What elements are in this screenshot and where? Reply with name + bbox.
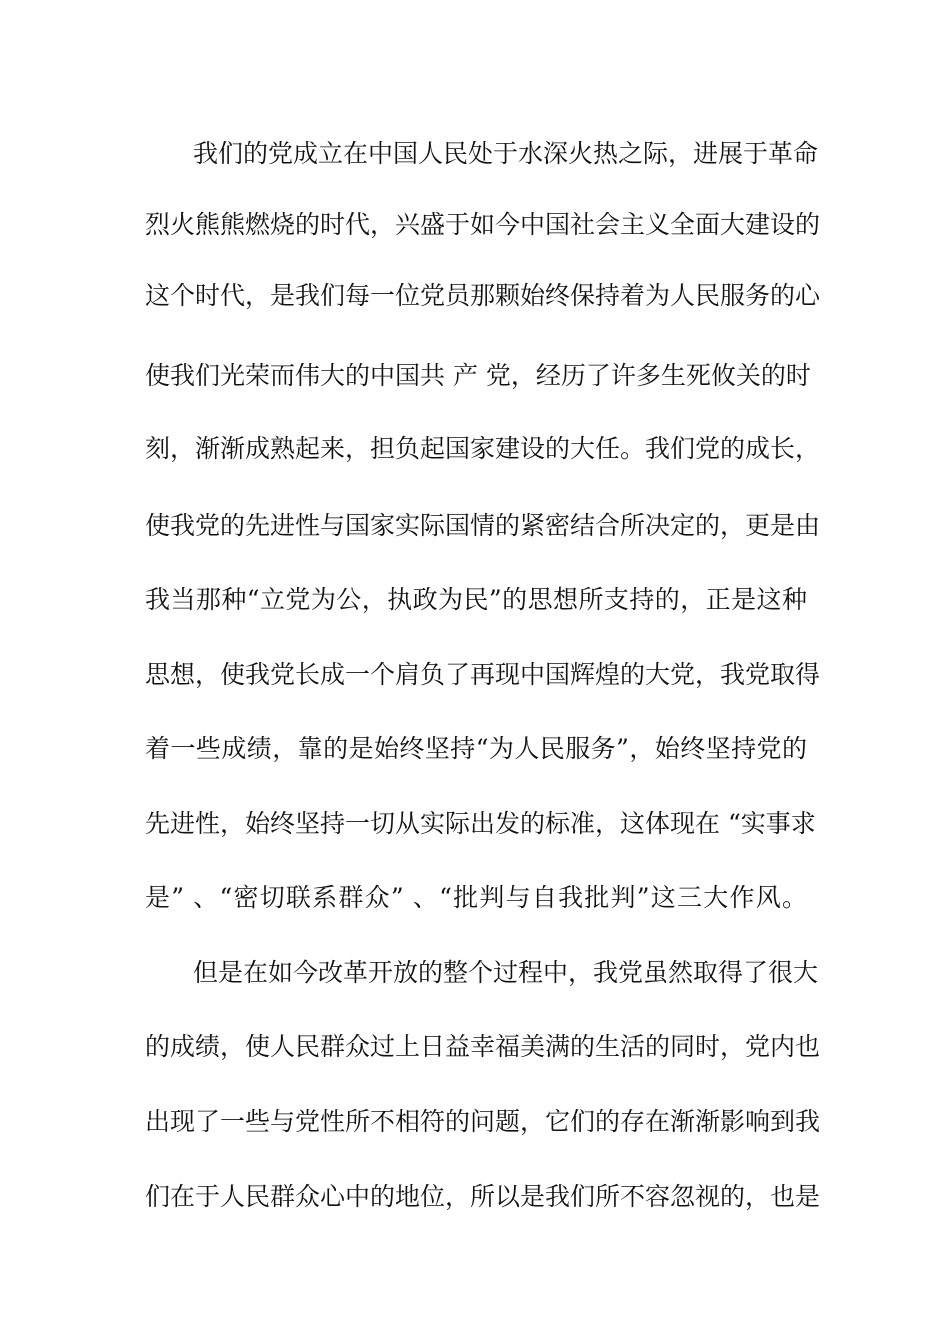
paragraph-2-line-4: 们在于人民群众心中的地位，所以是我们所不容忽视的，也是 xyxy=(145,1182,821,1211)
paragraph-1-line-2: 烈火熊熊燃烧的时代，兴盛于如今中国社会主义全面大建设的 xyxy=(145,210,821,239)
paragraph-1-line-4: 使我们光荣而伟大的中国共 产 党，经历了许多生死攸关的时 xyxy=(145,361,811,390)
paragraph-1-line-10: 先进性，始终坚持一切从实际出发的标准，这体现在 “实事求 xyxy=(145,809,816,838)
paragraph-1-line-3: 这个时代，是我们每一位党员那颗始终保持着为人民服务的心 xyxy=(145,281,821,310)
paragraph-1-line-7: 我当那种“立党为公，执政为民”的思想所支持的，正是这种 xyxy=(145,585,807,614)
paragraph-1-line-8: 思想，使我党长成一个肩负了再现中国辉煌的大党，我党取得 xyxy=(145,660,821,689)
paragraph-2-line-1: 但是在如今改革开放的整个过程中，我党虽然取得了很大 xyxy=(193,958,819,987)
paragraph-2-line-2: 的成绩，使人民群众过上日益幸福美满的生活的同时，党内也 xyxy=(145,1032,821,1061)
paragraph-1-line-1: 我们的党成立在中国人民处于水深火热之际，进展于革命 xyxy=(193,139,819,168)
paragraph-2-line-3: 出现了一些与党性所不相符的问题，它们的存在渐渐影响到我 xyxy=(145,1107,821,1136)
paragraph-1-line-9: 着一些成绩，靠的是始终坚持“为人民服务”，始终坚持党的 xyxy=(145,734,807,763)
paragraph-1-line-5: 刻，渐渐成熟起来，担负起国家建设的大任。我们党的成长， xyxy=(145,434,821,463)
paragraph-1-line-11: 是” 、“密切联系群众” 、“批判与自我批判”这三大作风。 xyxy=(145,883,807,912)
paragraph-1-line-6: 使我党的先进性与国家实际国情的紧密结合所决定的，更是由 xyxy=(145,511,821,540)
